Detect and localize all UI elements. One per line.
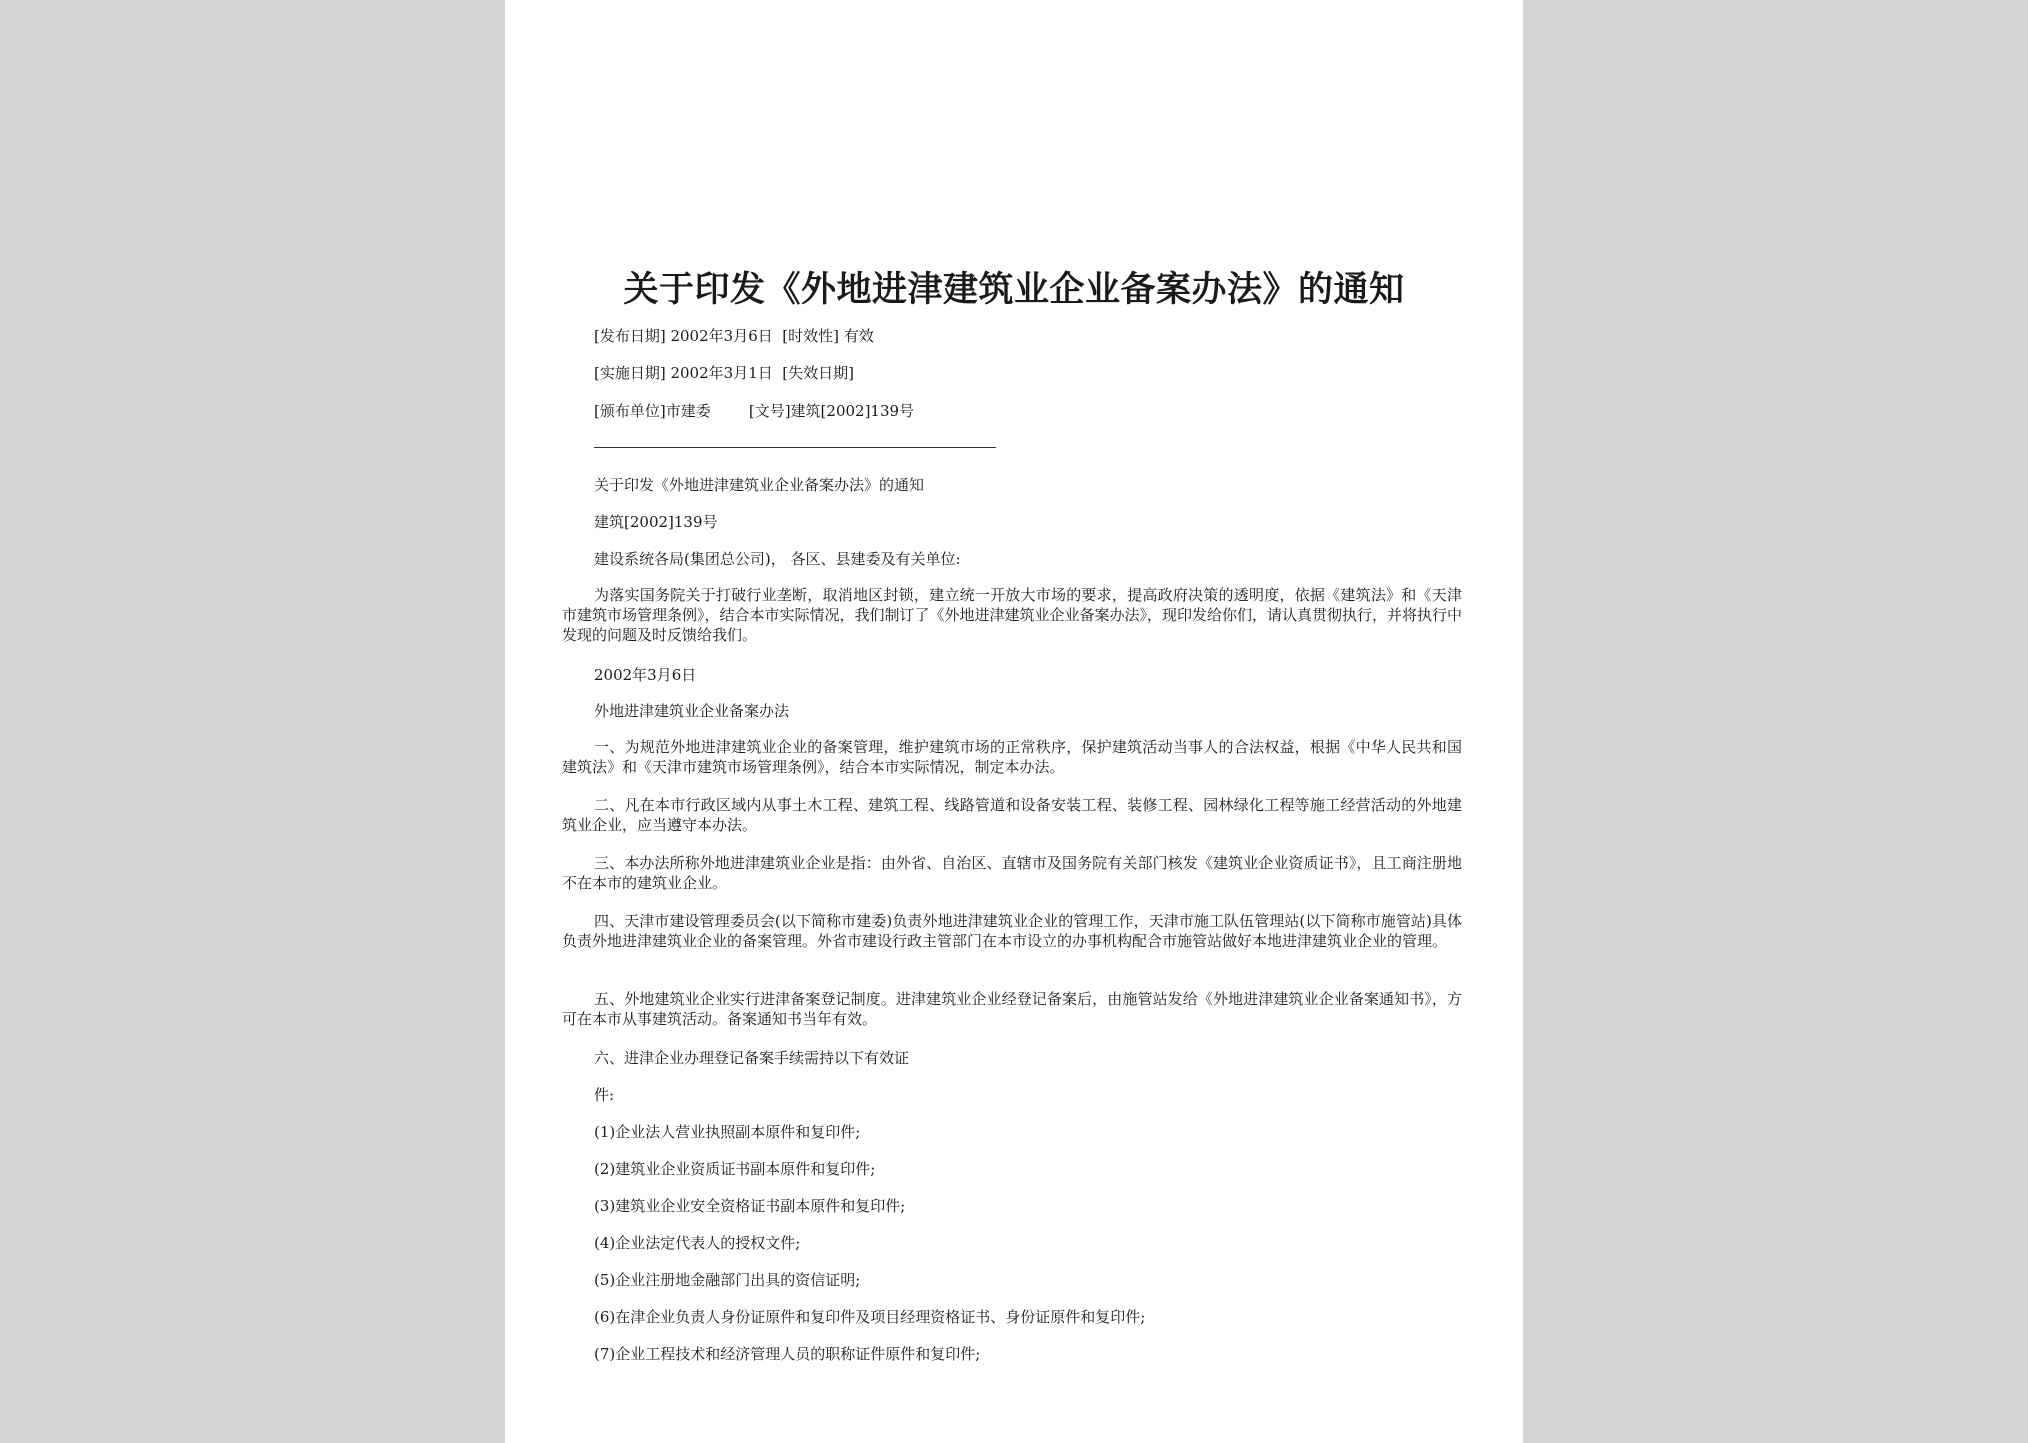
document-page — [505, 0, 1523, 1443]
recipients: 建设系统各局(集团总公司)， 各区、县建委及有关单位: — [594, 550, 961, 568]
doc-number: 建筑[2002]139号 — [594, 513, 718, 531]
list-item: (3)建筑业企业安全资格证书副本原件和复印件; — [594, 1197, 906, 1215]
article-6-continued: 件: — [594, 1086, 615, 1104]
list-item: (1)企业法人营业执照副本原件和复印件; — [594, 1123, 861, 1141]
meta-effective-date: [实施日期] 2002年3月1日 [失效日期] — [594, 364, 854, 382]
article-6: 六、进津企业办理登记备案手续需持以下有效证 — [594, 1049, 910, 1067]
article-1: 一、为规范外地进津建筑业企业的备案管理，维护建筑市场的正常秩序，保护建筑活动当事人的合法权益，根据《中华人民共和国建筑法》和《天津市建筑市场管理条例》，结合本市实际情况，制定本办法。 — [562, 738, 1462, 776]
article-4: 四、天津市建设管理委员会(以下简称市建委)负责外地进津建筑业企业的管理工作，天津市施工队伍管理站(以下简称市施管站)具体负责外地进津建筑业企业的备案管理。外省市建设行政主管部门在本市设立的办事机构配合市施管站做好本地进津建筑业企业的管理。 — [562, 912, 1462, 950]
intro-paragraph: 为落实国务院关于打破行业垄断，取消地区封锁，建立统一开放大市场的要求，提高政府决策的透明度，依据《建筑法》和《天津市建筑市场管理条例》，结合本市实际情况，我们制订了《外地进津建筑业企业备案办法》，现印发给你们，请认真贯彻执行，并将执行中发现的问题及时反馈给我们。 — [562, 586, 1463, 644]
article-3: 三、本办法所称外地进津建筑业企业是指：由外省、自治区、直辖市及国务院有关部门核发《建筑业企业资质证书》，且工商注册地不在本市的建筑业企业。 — [562, 854, 1462, 892]
rules-title: 外地进津建筑业企业备案办法 — [594, 702, 790, 720]
meta-issuer: [颁布单位]市建委 [文号]建筑[2002]139号 — [594, 402, 915, 420]
list-item: (7)企业工程技术和经济管理人员的职称证件原件和复印件; — [594, 1345, 981, 1363]
notice-date: 2002年3月6日 — [594, 666, 697, 684]
article-2: 二、凡在本市行政区域内从事土木工程、建筑工程、线路管道和设备安装工程、装修工程、园林绿化工程等施工经营活动的外地建筑业企业，应当遵守本办法。 — [562, 796, 1462, 834]
body-heading: 关于印发《外地进津建筑业企业备案办法》的通知 — [594, 476, 925, 494]
list-item: (2)建筑业企业资质证书副本原件和复印件; — [594, 1160, 876, 1178]
document-title: 关于印发《外地进津建筑业企业备案办法》的通知 — [623, 269, 1405, 310]
meta-publish-date: [发布日期] 2002年3月6日 [时效性] 有效 — [594, 327, 874, 345]
list-item: (5)企业注册地金融部门出具的资信证明; — [594, 1271, 861, 1289]
list-item: (4)企业法定代表人的授权文件; — [594, 1234, 801, 1252]
list-item: (6)在津企业负责人身份证原件和复印件及项目经理资格证书、身份证原件和复印件; — [594, 1308, 1146, 1326]
article-5: 五、外地建筑业企业实行进津备案登记制度。进津建筑业企业经登记备案后，由施管站发给《外地进津建筑业企业备案通知书》，方可在本市从事建筑活动。备案通知书当年有效。 — [562, 990, 1462, 1028]
divider-rule — [594, 447, 996, 448]
